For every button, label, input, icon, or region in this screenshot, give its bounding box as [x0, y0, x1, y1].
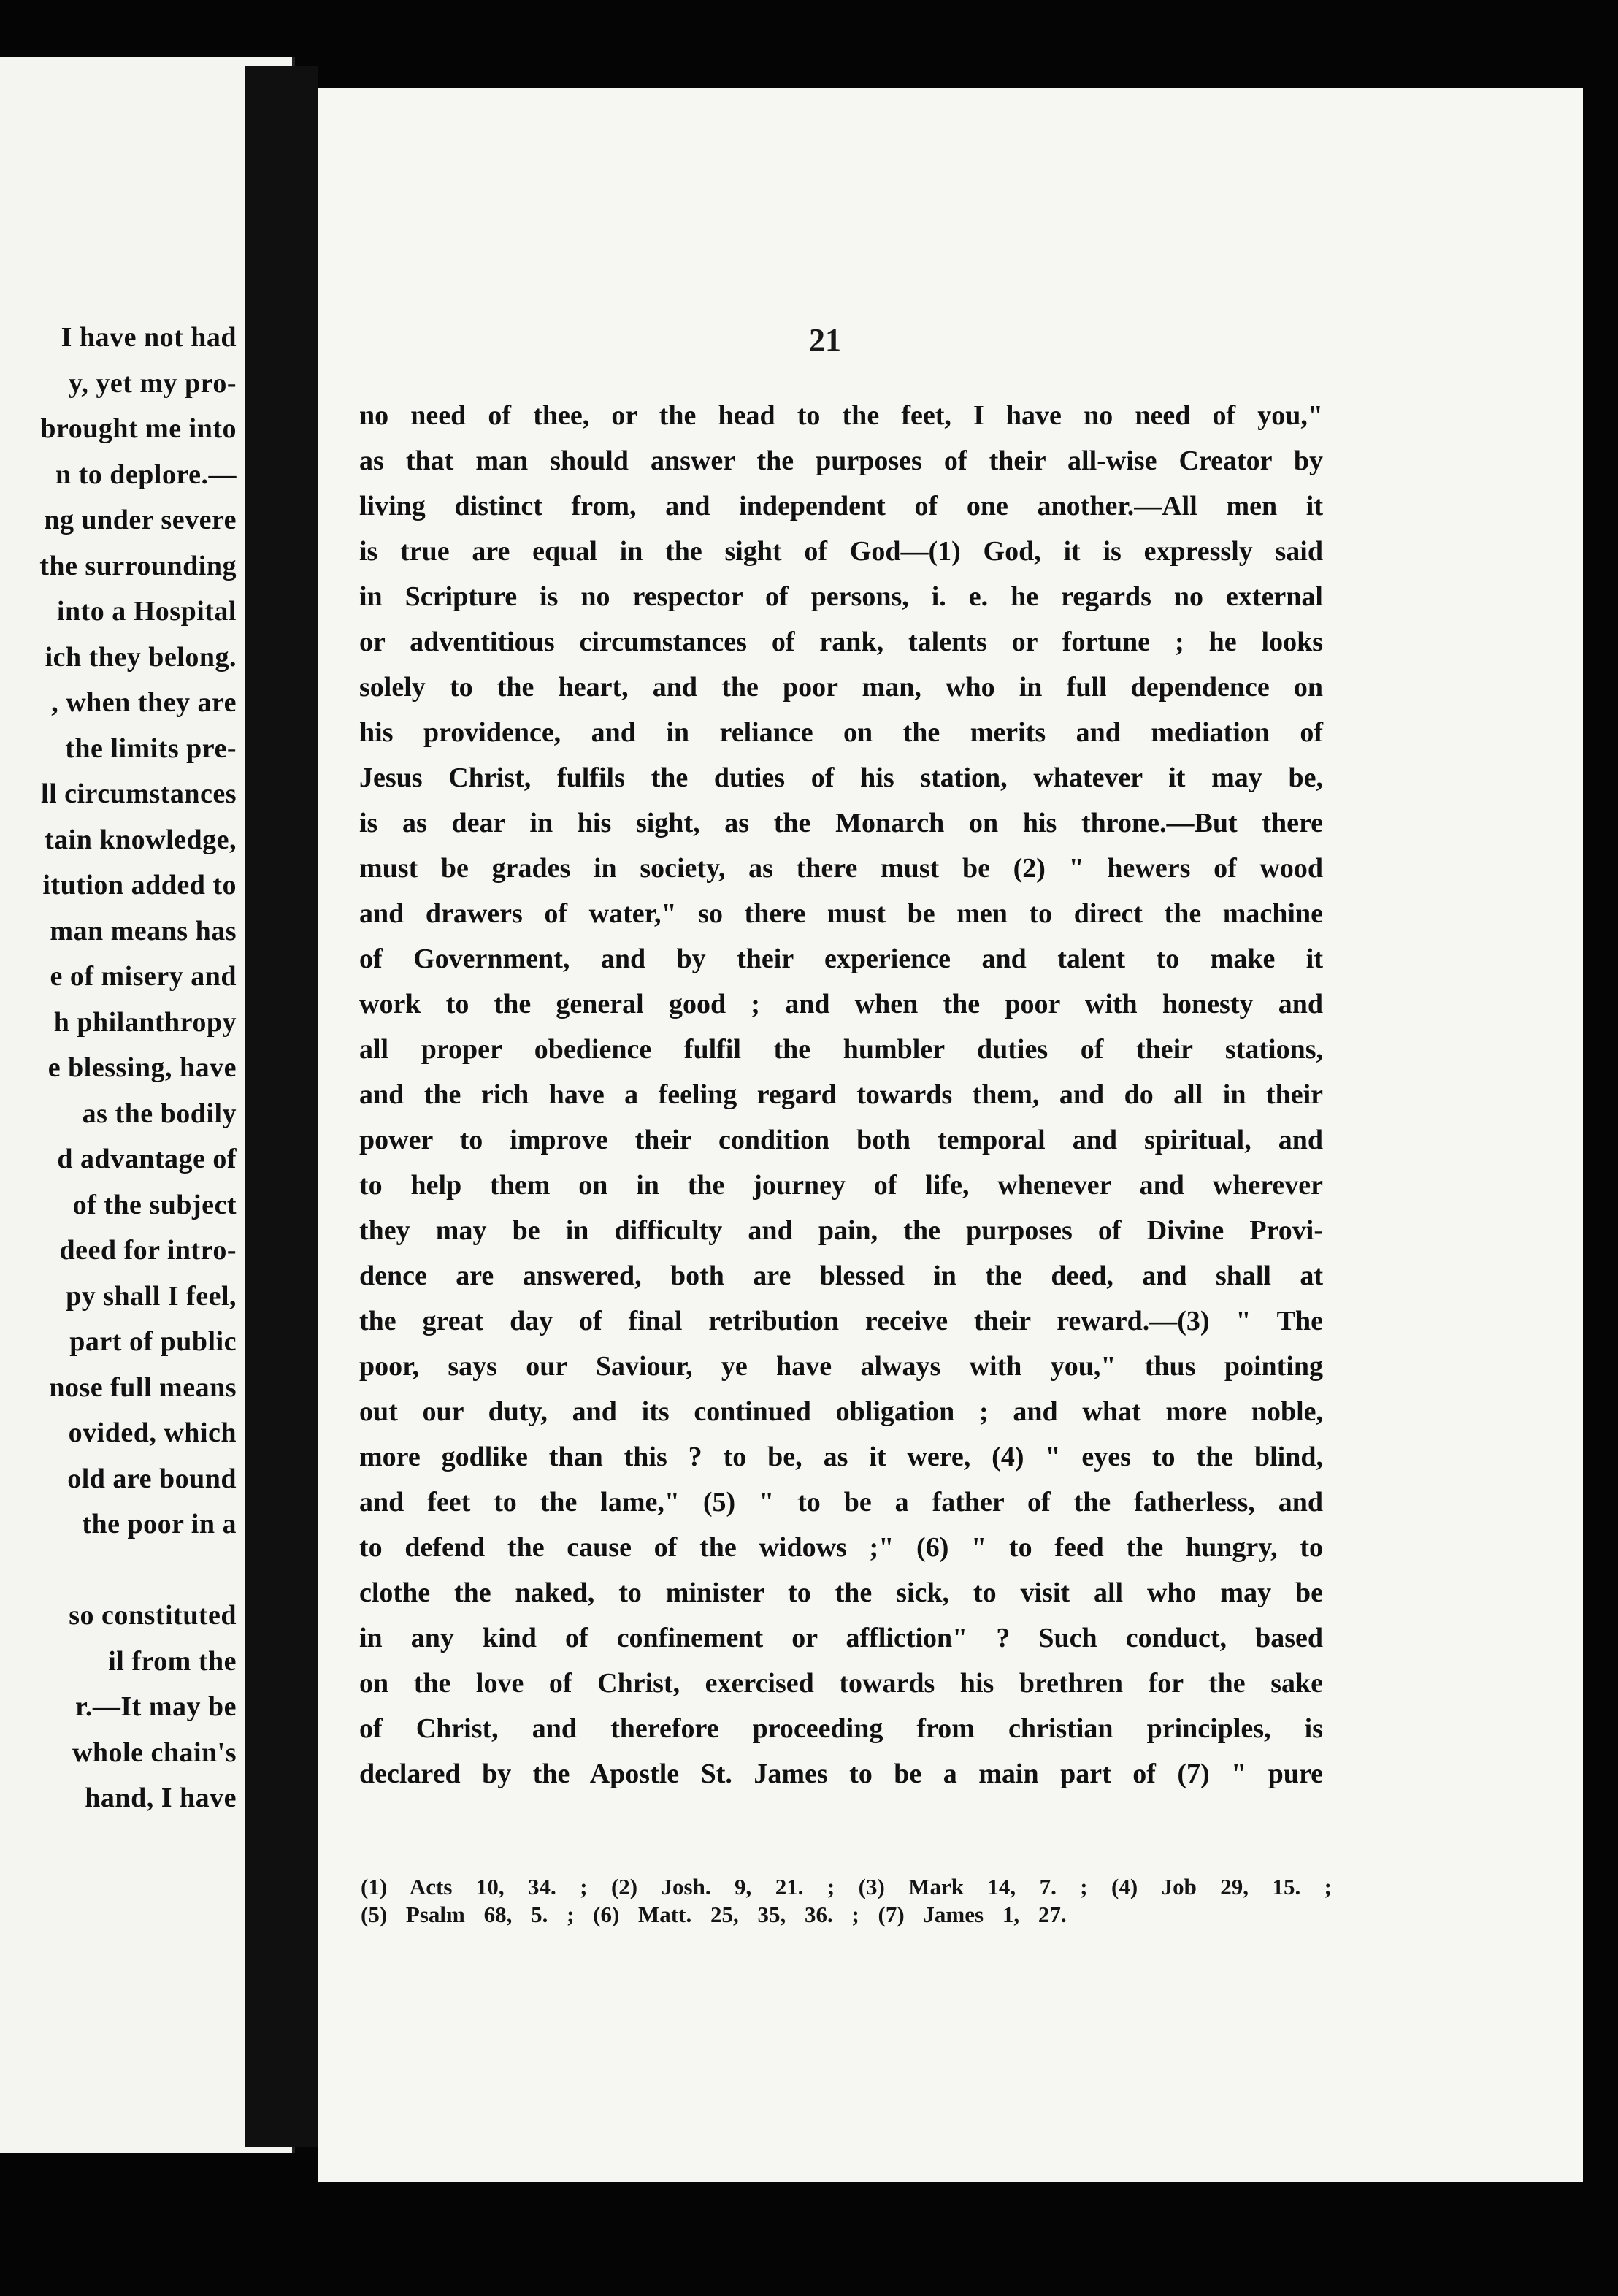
- text-line: is true are equal in the sight of God—(1) God, it is expressly said: [359, 536, 1323, 567]
- left-page-line: tain knowledge,: [45, 824, 237, 855]
- left-page-line: h philanthropy: [53, 1006, 237, 1038]
- left-page-line: of the subject: [72, 1189, 237, 1220]
- text-line: work to the general good ; and when the poor with honesty and: [359, 989, 1323, 1019]
- text-line: dence are answered, both are blessed in the deed, and shall at: [359, 1260, 1323, 1291]
- left-page-line: brought me into: [40, 413, 237, 444]
- left-page-line: n to deplore.—: [55, 459, 237, 490]
- text-line: to help them on in the journey of life, whenever and wherever: [359, 1170, 1323, 1201]
- left-page-line: whole chain's: [72, 1737, 237, 1768]
- text-line: declared by the Apostle St. James to be a main part of (7) " pure: [359, 1759, 1323, 1789]
- text-line: his providence, and in reliance on the merits and mediation of: [359, 717, 1323, 748]
- text-line: clothe the naked, to minister to the sick, to visit all who may be: [359, 1577, 1323, 1608]
- left-page-line: man means has: [50, 915, 237, 946]
- text-line: in any kind of confinement or affliction" ? Such conduct, based: [359, 1623, 1323, 1653]
- page-gutter: [245, 66, 318, 2147]
- left-page-line: part of public: [69, 1326, 237, 1357]
- right-page: [318, 88, 1583, 2182]
- footnotes: [361, 1873, 1332, 1929]
- left-page-line: as the bodily: [82, 1098, 237, 1129]
- left-page-line: py shall I feel,: [66, 1280, 237, 1312]
- text-line: and the rich have a feeling regard towards them, and do all in their: [359, 1079, 1323, 1110]
- left-page-line: il from the: [108, 1645, 237, 1677]
- text-line: of Christ, and therefore proceeding from christian principles, is: [359, 1713, 1323, 1744]
- left-page-line: the limits pre-: [65, 732, 237, 764]
- text-line: must be grades in society, as there must be (2) " hewers of wood: [359, 853, 1323, 884]
- left-page-line: e of misery and: [50, 961, 237, 992]
- left-page-line: ng under severe: [44, 505, 237, 535]
- left-page-line: old are bound: [67, 1463, 237, 1494]
- left-page-line: so constituted: [69, 1600, 237, 1631]
- text-line: the great day of final retribution receive their reward.—(3) " The: [359, 1306, 1323, 1336]
- left-page-line: ovided, which: [68, 1417, 237, 1448]
- text-line: in Scripture is no respector of persons, i. e. he regards no external: [359, 581, 1323, 612]
- left-page-line: the poor in a: [82, 1509, 237, 1539]
- text-line: living distinct from, and independent of one another.—All men it: [359, 491, 1323, 521]
- left-page-line: ll circumstances: [41, 778, 237, 809]
- text-line: solely to the heart, and the poor man, who in full dependence on: [359, 672, 1323, 703]
- left-page-line: e blessing, have: [47, 1052, 237, 1083]
- left-page-line: deed for intro-: [59, 1235, 237, 1266]
- text-line: out our duty, and its continued obligation ; and what more noble,: [359, 1396, 1323, 1427]
- left-page-line: r.—It may be: [75, 1691, 237, 1722]
- left-page-line: hand, I have: [85, 1783, 237, 1813]
- text-line: more godlike than this ? to be, as it were, (4) " eyes to the blind,: [359, 1442, 1323, 1472]
- left-page-line: , when they are: [51, 687, 237, 718]
- text-line: as that man should answer the purposes of their all-wise Creator by: [359, 445, 1323, 476]
- body-text: [359, 393, 1323, 1796]
- left-page-line: I have not had: [61, 322, 237, 353]
- left-page-line: itution added to: [42, 870, 237, 900]
- left-page-line: d advantage of: [57, 1144, 237, 1174]
- text-line: and feet to the lame," (5) " to be a father of the fatherless, and: [359, 1487, 1323, 1518]
- text-line: power to improve their condition both temporal and spiritual, and: [359, 1125, 1323, 1155]
- text-line: they may be in difficulty and pain, the purposes of Divine Provi-: [359, 1215, 1323, 1246]
- text-line: on the love of Christ, exercised towards his brethren for the sake: [359, 1668, 1323, 1699]
- left-page-line: nose full means: [49, 1371, 237, 1403]
- text-line: is as dear in his sight, as the Monarch on his throne.—But there: [359, 808, 1323, 838]
- text-line: or adventitious circumstances of rank, talents or fortune ; he looks: [359, 627, 1323, 657]
- left-page-line: into a Hospital: [56, 596, 237, 627]
- text-line: all proper obedience fulfil the humbler duties of their stations,: [359, 1034, 1323, 1065]
- text-line: to defend the cause of the widows ;" (6) " to feed the hungry, to: [359, 1532, 1323, 1563]
- footnote-line: (5) Psalm 68, 5. ; (6) Matt. 25, 35, 36. ; (7) James 1, 27.: [361, 1902, 1067, 1927]
- text-line: Jesus Christ, fulfils the duties of his station, whatever it may be,: [359, 762, 1323, 793]
- text-line: poor, says our Saviour, ye have always with you," thus pointing: [359, 1351, 1323, 1382]
- text-line: and drawers of water," so there must be men to direct the machine: [359, 898, 1323, 929]
- page-number: 21: [809, 322, 841, 358]
- text-line: no need of thee, or the head to the feet, I have no need of you,": [359, 400, 1323, 431]
- left-page-line: y, yet my pro-: [68, 367, 237, 399]
- footnote-line: (1) Acts 10, 34. ; (2) Josh. 9, 21. ; (3) Mark 14, 7. ; (4) Job 29, 15. ;: [361, 1874, 1332, 1899]
- left-page-line: ich they belong.: [45, 641, 237, 673]
- text-line: of Government, and by their experience and talent to make it: [359, 944, 1323, 974]
- left-page-line: the surrounding: [39, 550, 237, 581]
